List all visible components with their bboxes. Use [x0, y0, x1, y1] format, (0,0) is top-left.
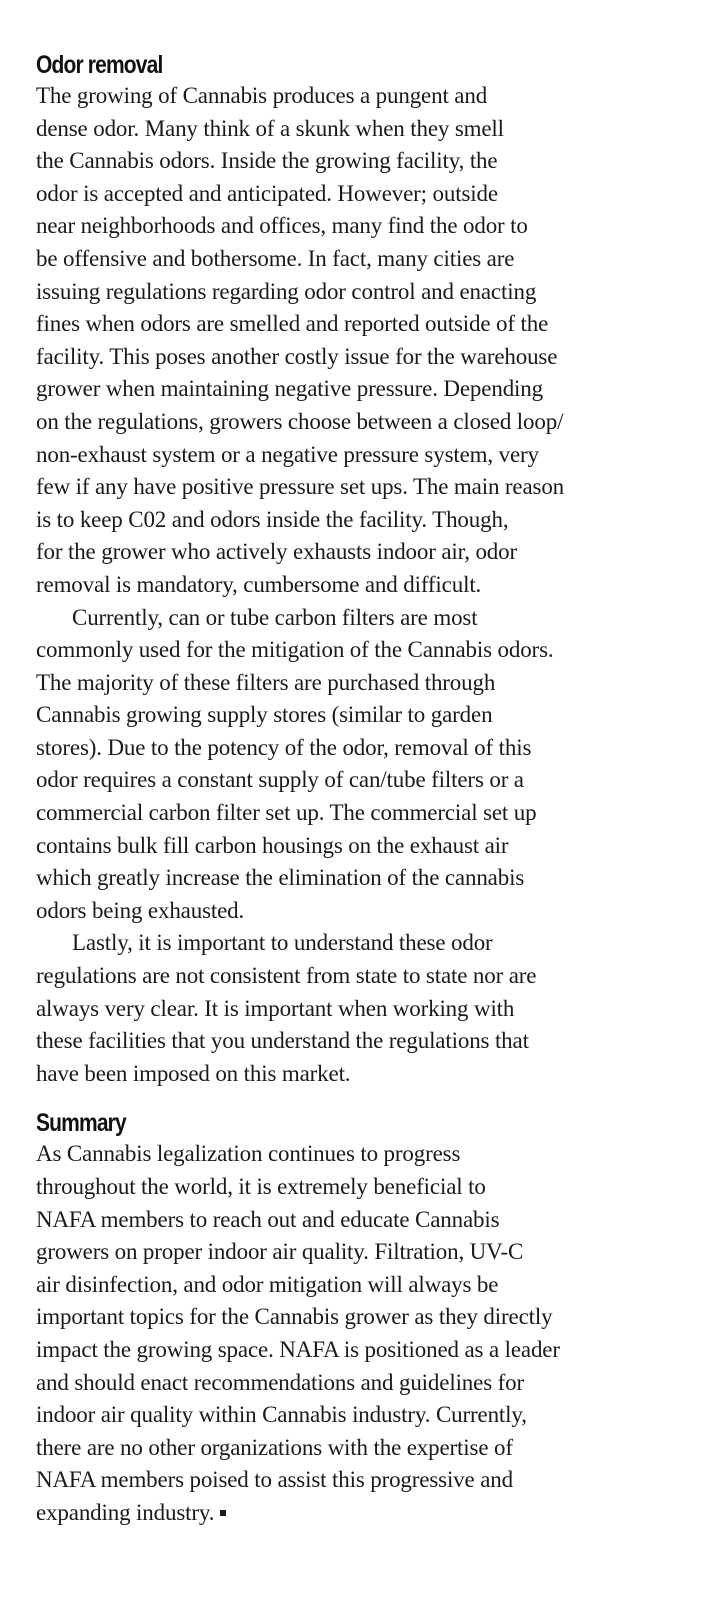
section-heading-odor-removal: Odor removal	[36, 51, 163, 79]
text-line: there are no other organizations with the expertise of	[36, 1434, 513, 1460]
text-line-paragraph-start: Currently, can or tube carbon filters are most	[72, 604, 478, 630]
text-line: The majority of these filters are purchased through	[36, 669, 496, 695]
text-line: and should enact recommendations and guidelines for	[36, 1369, 524, 1395]
text-line: is to keep C02 and odors inside the facility. Though,	[36, 506, 509, 532]
text-line: regulations are not consistent from state to state nor are	[36, 963, 537, 989]
text-line: contains bulk fill carbon housings on the exhaust air	[36, 832, 509, 858]
text-line: fines when odors are smelled and reported outside of the	[36, 311, 549, 337]
text-line: issuing regulations regarding odor control and enacting	[36, 278, 537, 304]
odor-removal-body	[36, 80, 700, 1090]
text-line: which greatly increase the elimination of the cannabis	[36, 865, 525, 891]
odor-removal-section	[36, 50, 700, 1090]
text-line: odors being exhausted.	[36, 897, 245, 923]
text-line: removal is mandatory, cumbersome and difficult.	[36, 571, 482, 597]
text-line: commonly used for the mitigation of the Cannabis odors.	[36, 637, 554, 663]
text-line: near neighborhoods and offices, many find the odor to	[36, 213, 528, 239]
summary-section	[36, 1108, 700, 1529]
text-line: growers on proper indoor air quality. Filtration, UV-C	[36, 1239, 524, 1265]
section-heading-summary: Summary	[36, 1109, 126, 1138]
text-line-last-content: expanding industry.	[36, 1499, 215, 1525]
text-line: odor is accepted and anticipated. However; outside	[36, 180, 498, 206]
text-line: odor requires a constant supply of can/tube filters or a	[36, 767, 524, 793]
text-line-last	[36, 1497, 700, 1530]
text-line: be offensive and bothersome. In fact, many cities are	[36, 245, 515, 271]
text-line: air disinfection, and odor mitigation will always be	[36, 1271, 499, 1297]
text-line: for the grower who actively exhausts indoor air, odor	[36, 539, 518, 565]
end-of-article-square-icon	[220, 1510, 226, 1516]
text-line: indoor air quality within Cannabis industry. Currently,	[36, 1402, 527, 1428]
article-page	[36, 50, 700, 1530]
text-line: The growing of Cannabis produces a pungent and	[36, 83, 488, 108]
text-line: As Cannabis legalization continues to progress	[36, 1141, 461, 1167]
text-line: stores). Due to the potency of the odor, removal of this	[36, 734, 532, 760]
text-line: commercial carbon filter set up. The commercial set up	[36, 800, 537, 826]
text-line: impact the growing space. NAFA is positioned as a leader	[36, 1336, 560, 1362]
text-line-paragraph-start: Lastly, it is important to understand these odor	[72, 930, 493, 956]
text-line: the Cannabis odors. Inside the growing facility, the	[36, 148, 498, 174]
summary-body	[36, 1138, 700, 1529]
text-line: facility. This poses another costly issue for the warehouse	[36, 343, 558, 369]
text-line: important topics for the Cannabis grower as they directly	[36, 1304, 553, 1330]
text-line: NAFA members to reach out and educate Cannabis	[36, 1206, 500, 1232]
text-line: few if any have positive pressure set ups. The main reason	[36, 474, 565, 500]
section-spacer	[36, 1090, 700, 1108]
text-line: dense odor. Many think of a skunk when they smell	[36, 115, 504, 141]
text-line: these facilities that you understand the regulations that	[36, 1028, 529, 1054]
text-line: have been imposed on this market.	[36, 1060, 351, 1086]
text-line: Cannabis growing supply stores (similar to garden	[36, 702, 493, 728]
text-line: grower when maintaining negative pressure. Depending	[36, 376, 543, 402]
text-line: always very clear. It is important when working with	[36, 995, 515, 1021]
text-line: NAFA members poised to assist this progressive and	[36, 1467, 513, 1493]
text-line: non-exhaust system or a negative pressure system, very	[36, 441, 539, 467]
text-line: on the regulations, growers choose between a closed loop/	[36, 408, 564, 434]
text-line: throughout the world, it is extremely beneficial to	[36, 1174, 486, 1199]
